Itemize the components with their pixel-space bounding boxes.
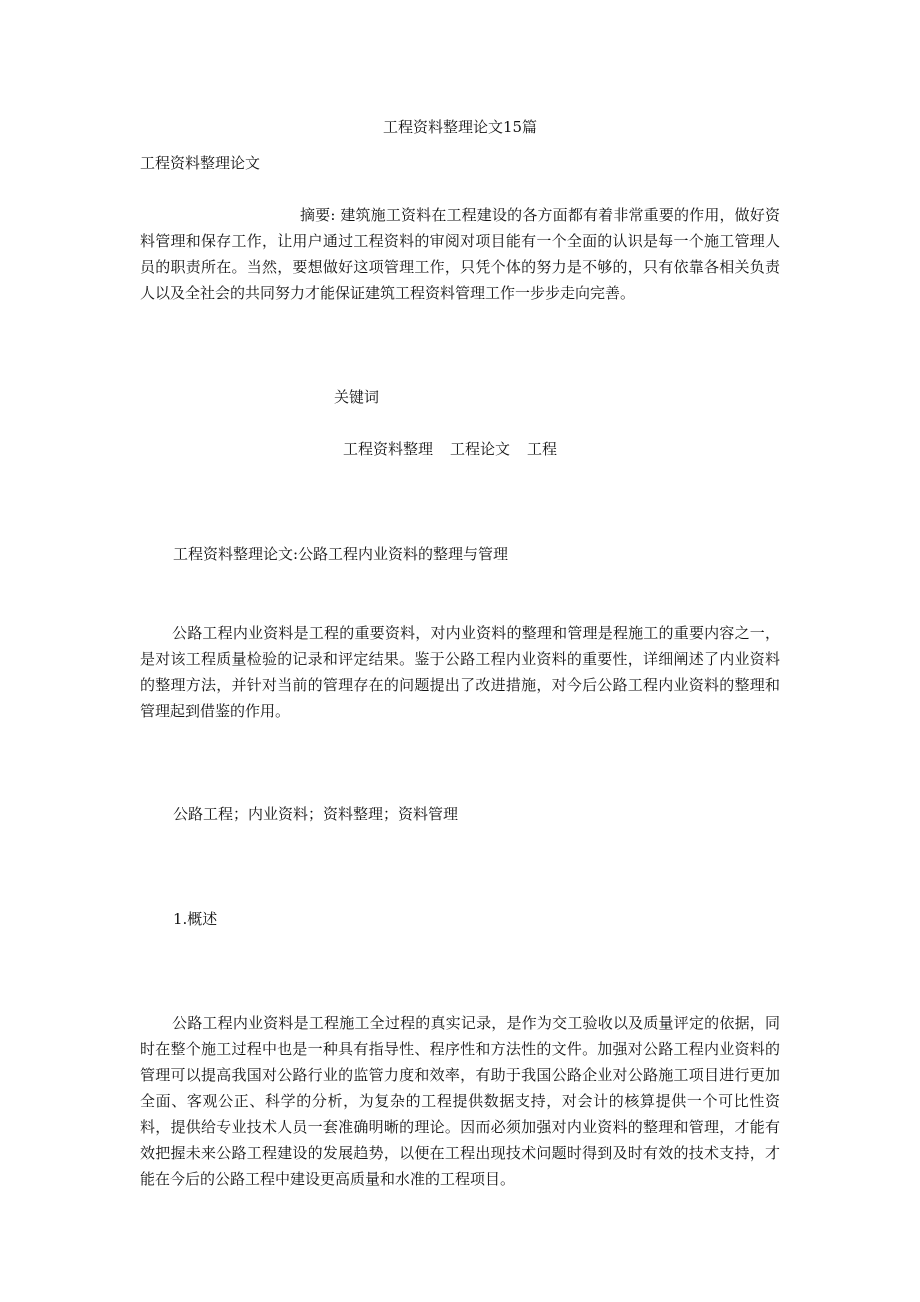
keywords-heading: 关键词 (334, 388, 380, 406)
keyword-item: 工程论文 (450, 440, 511, 458)
abstract-paragraph: 摘要: 建筑施工资料在工程建设的各方面都有着非常重要的作用，做好资料管理和保存工作，让用户通过工程资料的审阅对项目能有一个全面的认识是每一个施工管理人员的职责所在。当然，要想做好这项管理工作，只凭个体的努力是不够的，只有依靠各相关负责人以及全社会的共同努力才能保证建筑工程资料管理工作一步步走向完善。 (140, 206, 780, 302)
body-paragraph-overview: 公路工程内业资料是工程施工全过程的真实记录，是作为交工验收以及质量评定的依据，同时在整个施工过程中也是一种具有指导性、程序性和方法性的文件。加强对公路工程内业资料的管理可以提高我国对公路行业的监管力度和效率，有助于我国公路企业对公路施工项目进行更加全面、客观公正、科学的分析，为复杂的工程提供数据支持，对会计的核算提供一个可比性资料，提供给专业技术人员一套准确明晰的理论。因而必须加强对内业资料的整理和管理，才能有效把握未来公路工程建设的发展趋势，以便在工程出现技术问题时得到及时有效的技术支持，才能在今后的公路工程中建设更高质量和水准的工程项目。 (140, 1014, 780, 1188)
document-title: 工程资料整理论文15篇 (382, 118, 538, 136)
keywords-list (343, 436, 557, 462)
keywords-line: 公路工程；内业资料；资料整理；资料管理 (173, 805, 459, 823)
document-subtitle: 工程资料整理论文 (140, 154, 261, 172)
section-heading-overview: 1.概述 (173, 910, 218, 928)
section-title: 工程资料整理论文:公路工程内业资料的整理与管理 (173, 545, 509, 563)
keyword-item: 工程 (527, 440, 558, 458)
body-paragraph-summary: 公路工程内业资料是工程的重要资料，对内业资料的整理和管理是程施工的重要内容之一，是对该工程质量检验的记录和评定结果。鉴于公路工程内业资料的重要性，详细阐述了内业资料的整理方法，并针对当前的管理存在的问题提出了改进措施，对今后公路工程内业资料的整理和管理起到借鉴的作用。 (140, 624, 780, 720)
keyword-item: 工程资料整理 (343, 440, 434, 458)
